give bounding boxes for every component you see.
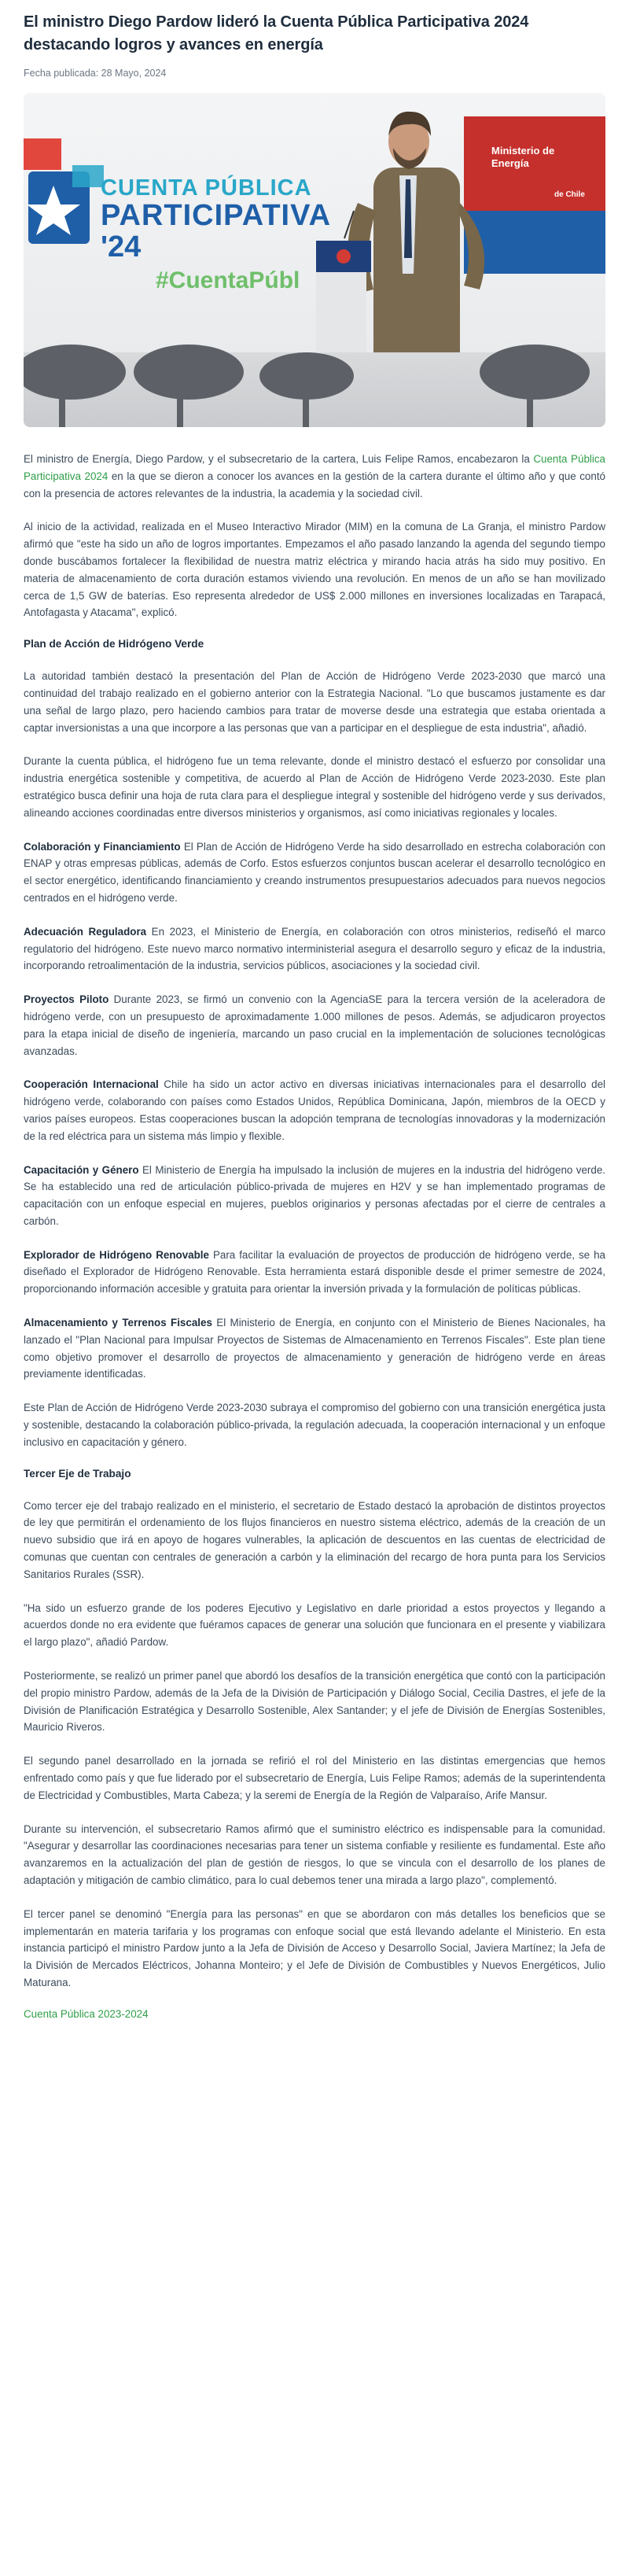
- article-title: El ministro Diego Pardow lideró la Cuenta Pública Participativa 2024 destacando logros y avances en energía: [24, 13, 529, 53]
- hero-image: [24, 93, 605, 427]
- paragraph: Al inicio de la actividad, realizada en el Museo Interactivo Mirador (MIM) en la comuna de La Granja, el ministro Pardow afirmó que "este ha sido un año de logros importantes. Empezamos el año pasado lanzando la agenda del segundo tiempo donde buscábamos fortalecer la flexibilidad de nuestra matriz eléctrica y mirando hacia atrás ha sido muy positivo. En materia de almacenamiento de corta duración estamos viviendo una revolución. En menos de un año se han movilizado cerca de 1,5 GW de baterías. Eso representa alrededor de US$ 2.000 millones en inversiones localizadas en Tarapacá, Antofagasta y Atacama", explicó.: [24, 521, 605, 619]
- paragraph-proyectos-piloto: Proyectos Piloto Durante 2023, se firmó un convenio con la AgenciaSE para la tercera versión de la aceleradora de hidrógeno verde, con un presupuesto de aproximadamente 1.000 millones de pesos. Además, se adjudicaron proyectos para la etapa inicial de diseño de ingeniería, marcando un paso crucial en la implementación de soluciones tecnológicas avanzadas.: [24, 993, 605, 1057]
- paragraph: "Ha sido un esfuerzo grande de los poderes Ejecutivo y Legislativo en darle prioridad a estos proyectos y llegando a acuerdos donde no era evidente que fuéramos capaces de generar una solución que funcionara en el presente y viabilizara el largo plazo", añadió Pardow.: [24, 1601, 605, 1649]
- paragraph: Posteriormente, se realizó un primer panel que abordó los desafíos de la transición energética que contó con la participación del propio ministro Pardow, además de la Jefa de la División de Participación y Diálogo Social, Cecilia Dastres, el jefe de la División de Planificación Estratégica y Desarrollo Sostenible, Alex Santander; y el jefe de División de Energías Sostenibles, Mauricio Riveros.: [24, 1670, 605, 1734]
- paragraph-almacenamiento: Almacenamiento y Terrenos Fiscales El Ministerio de Energía, en conjunto con el Ministerio de Bienes Nacionales, ha lanzado el "Plan Nacional para Impulsar Proyectos de Sistemas de Almacenamiento en Terrenos Fiscales". Este plan tiene como objetivo promover el desarrollo de proyectos de almacenamiento y generación de hidrógeno verde en áreas previamente identificadas.: [24, 1317, 605, 1380]
- cuenta-publica-link[interactable]: Cuenta Pública Participativa 2024: [24, 453, 605, 482]
- svg-text:CUENTA PÚBLICA: CUENTA PÚBLICA: [101, 175, 312, 201]
- paragraph-explorador: Explorador de Hidrógeno Renovable Para facilitar la evaluación de proyectos de producción de hidrógeno verde, se ha diseñado el Explorador de Hidrógeno Renovable. Esta herramienta estará disponible desde el primer semestre de 2024, proporcionando información accesible y gratuita para orientar la inversión privada y la formulación de políticas públicas.: [24, 1248, 606, 1295]
- svg-text:Energía: Energía: [491, 157, 529, 169]
- paragraph-capacitacion: Capacitación y Género El Ministerio de Energía ha impulsado la inclusión de mujeres en la industria del hidrógeno verde. Se ha establecido una red de articulación público-privada de mujeres en H2V y se han implementado programas de capacitación con un enfoque especial en mujeres, pueblos originarios y personas afectadas por el cierre de centrales a carbón.: [24, 1163, 605, 1227]
- svg-text:PARTICIPATIVA: PARTICIPATIVA: [101, 199, 332, 232]
- paragraph: La autoridad también destacó la presentación del Plan de Acción de Hidrógeno Verde 2023-2030 que marcó una continuidad del trabajo realizado en el gobierno anterior con la Estrategia Nacional. "Lo que buscamos justamente es dar una señal de largo plazo, pero haciendo cambios para tratar de moverse desde una estrategia que estaba orientada a captar inversionistas a una que incorpore a las personas que van a participar en el despliegue de esta industria", añadió.: [24, 670, 605, 734]
- tag-link-cuenta-publica[interactable]: [24, 2008, 605, 2020]
- paragraph: Durante su intervención, el subsecretario Ramos afirmó que el suministro eléctrico es indispensable para la comunidad. "Asegurar y desarrollar las coordinaciones necesarias para tener un sistema confiable y resiliente es fundamental. Este año avanzaremos en la actualización del plan de gestión de riesgos, lo que se vincula con el desarrollo de los planes de adaptación y mitigación de cambio climático, para lo cual debemos tener una mirada a largo plazo", complementó.: [24, 1822, 605, 1886]
- cuenta-publica-2023-2024-link[interactable]: Cuenta Pública 2023-2024: [24, 2007, 149, 2020]
- article-body: [24, 451, 605, 2020]
- paragraph: El segundo panel desarrollado en la jornada se refirió el rol del Ministerio en las distintas emergencias que hemos enfrentado como país y que fue liderado por el subsecretario de Energía, Luis Felipe Ramos; además de la superintendenta de Electricidad y Combustibles, Marta Cabeza; y la seremi de Energía de la Región de Valparaíso, Arife Mansur.: [24, 1755, 605, 1801]
- publish-date: Fecha publicada: 28 Mayo, 2024: [24, 68, 167, 79]
- paragraph-intro: El ministro de Energía, Diego Pardow, y el subsecretario de la cartera, Luis Felipe Ramos, encabezaron la Cuenta Pública Participativa 2024 en la que se dieron a conocer los avances en la gestión de la cartera durante el último año y que contó con la presencia de actores relevantes de la industria, la academia y la sociedad civil.: [24, 453, 605, 499]
- section-heading-tercer-eje: Tercer Eje de Trabajo: [24, 1467, 131, 1480]
- paragraph-adecuacion: Adecuación Reguladora En 2023, el Ministerio de Energía, en colaboración con otros ministerios, rediseñó el marco regulatorio del hidrógeno. Este nuevo marco normativo interministerial asegura el desarrollo seguro y eficaz de la industria, incorporando retroalimentación de la industria, servicios públicos, asociaciones y la sociedad civil.: [24, 925, 606, 972]
- paragraph-cooperacion: Cooperación Internacional Chile ha sido un actor activo en diversas iniciativas internacionales para el desarrollo del hidrógeno verde, colaborando con países como Estados Unidos, República Dominicana, Japón, miembros de la OECD y varios países europeos. Estas cooperaciones buscan la adopción temprana de tecnologías innovadoras y la modernización de la red eléctrica para un sistema más limpio y flexible.: [24, 1078, 605, 1142]
- svg-text:Ministerio de: Ministerio de: [491, 145, 555, 157]
- svg-text:'24: '24: [101, 230, 142, 263]
- paragraph: Durante la cuenta pública, el hidrógeno fue un tema relevante, donde el ministro destacó el esfuerzo por consolidar una industria energética sostenible y competitiva, de acuerdo al Plan de Acción de Hidrógeno Verde 2023-2030. Este plan estratégico busca definir una hoja de ruta clara para el despliegue integral y sostenible del hidrógeno verde y sus derivados, alineando acciones coordinadas entre diversos ministerios y organismos, así como iniciativas regionales y locales.: [24, 755, 605, 819]
- paragraph: Como tercer eje del trabajo realizado en el ministerio, el secretario de Estado destacó la aprobación de distintos proyectos de ley que permitirán el ordenamiento de los flujos financieros en nuestro sistema eléctrico, además de la creación de un nuevo subsidio que irá en apoyo de hogares vulnerables, la aplicación de descuentos en las cuentas de electricidad de comunas que cuentan con centrales de generación a carbón y la eliminación del recargo de hora punta para los Servicios Sanitarios Rurales (SSR).: [24, 1499, 605, 1580]
- svg-text:#CuentaPúbl: #CuentaPúbl: [156, 267, 300, 293]
- section-heading-hidrogeno: Plan de Acción de Hidrógeno Verde: [24, 638, 204, 650]
- paragraph: El tercer panel se denominó "Energía para las personas" en que se abordaron con más detalles los beneficios que se implementarán en materia tarifaria y los programas con enfoque social que está llevando adelante el Ministerio. En esta instancia participó el ministro Pardow junto a la Jefa de División de Acceso y Desarrollo Social, Javiera Martínez; la Jefa de la División de Mercados Eléctricos, Johanna Monteiro; y el Jefe de División de Combustibles y Nuevos Energéticos, Julio Maturana.: [24, 1907, 605, 1988]
- paragraph-colaboracion: Colaboración y Financiamiento El Plan de Acción de Hidrógeno Verde ha sido desarrollado en estrecha colaboración con ENAP y otras empresas públicas, además de Corfo. Estos esfuerzos conjuntos buscan acelerar el desarrollo tecnológico en el sector energético, identificando financiamiento y creando instrumentos presupuestarios adecuados para nuevos negocios centrados en el hidrógeno verde.: [24, 840, 605, 904]
- svg-text:de Chile: de Chile: [554, 190, 585, 199]
- paragraph: Este Plan de Acción de Hidrógeno Verde 2023-2030 subraya el compromiso del gobierno con una transición energética justa y sostenible, destacando la colaboración público-privada, la regulación adecuada, la cooperación internacional y un enfoque inclusivo en capacitación y género.: [24, 1402, 605, 1448]
